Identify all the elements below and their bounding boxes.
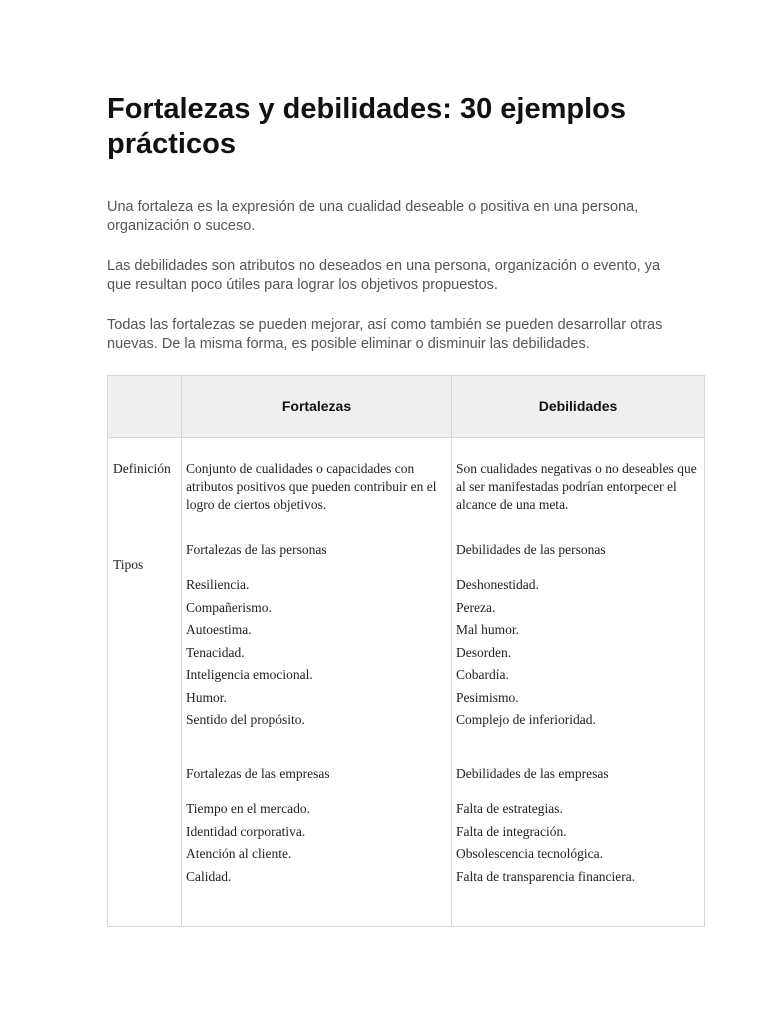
list-item: Pereza. [456, 599, 496, 615]
heading-debilidades-personas: Debilidades de las personas [456, 542, 606, 557]
list-item: Falta de transparencia financiera. [456, 868, 636, 884]
list-item: Inteligencia emocional. [186, 667, 313, 682]
list-item: Calidad. [186, 868, 232, 884]
column-divider [181, 376, 182, 926]
list-item: Tenacidad. [186, 644, 245, 660]
definicion-debilidades: Son cualidades negativas o no deseables que al ser manifestadas podrían entorpecer el alcance de una meta. [456, 461, 697, 512]
list-item: Deshonestidad. [456, 577, 539, 592]
page-title: Fortalezas y debilidades: 30 ejemplos prácticos [107, 93, 626, 160]
definicion-fortalezas: Conjunto de cualidades o capacidades con atributos positivos que pueden contribuir en el logro de ciertos objetivos. [186, 461, 437, 512]
list-item: Obsolescencia tecnológica. [456, 846, 603, 861]
list-item: Resiliencia. [186, 577, 250, 592]
list-item: Identidad corporativa. [186, 823, 306, 839]
row-label-tipos: Tipos [113, 557, 144, 572]
row-label-definicion: Definición [113, 461, 171, 476]
list-fortalezas-empresas [186, 798, 448, 888]
header-debilidades: Debilidades [538, 398, 618, 414]
intro-paragraph-3: Todas las fortalezas se pueden mejorar, así como también se pueden desarrollar otras nuevas. De la misma forma, es posible eliminar o disminuir las debilidades. [107, 317, 663, 352]
list-item: Falta de estrategias. [456, 801, 563, 816]
list-item: Compañerismo. [186, 599, 272, 615]
list-debilidades-empresas [456, 798, 704, 888]
list-item: Sentido del propósito. [186, 712, 305, 727]
column-divider [451, 376, 452, 926]
list-item: Desorden. [456, 644, 512, 660]
list-item: Falta de integración. [456, 823, 567, 839]
intro-paragraph-1: Una fortaleza es la expresión de una cualidad deseable o positiva en una persona, organización o suceso. [107, 199, 639, 234]
intro-paragraph-2: Las debilidades son atributos no deseados en una persona, organización o evento, ya que resultan poco útiles para lograr los objetivos propuestos. [107, 258, 661, 293]
list-item: Cobardía. [456, 667, 509, 682]
heading-fortalezas-empresas: Fortalezas de las empresas [186, 766, 330, 781]
list-item: Atención al cliente. [186, 846, 292, 861]
list-item: Complejo de inferioridad. [456, 712, 596, 727]
list-item: Humor. [186, 689, 227, 705]
comparison-table [107, 375, 705, 927]
list-debilidades-personas [456, 574, 704, 732]
heading-debilidades-empresas: Debilidades de las empresas [456, 766, 609, 781]
list-fortalezas-personas [186, 574, 448, 732]
header-fortalezas: Fortalezas [281, 398, 352, 414]
list-item: Pesimismo. [456, 689, 519, 705]
heading-fortalezas-personas: Fortalezas de las personas [186, 542, 327, 557]
list-item: Mal humor. [456, 622, 519, 637]
list-item: Tiempo en el mercado. [186, 801, 310, 816]
list-item: Autoestima. [186, 622, 252, 637]
